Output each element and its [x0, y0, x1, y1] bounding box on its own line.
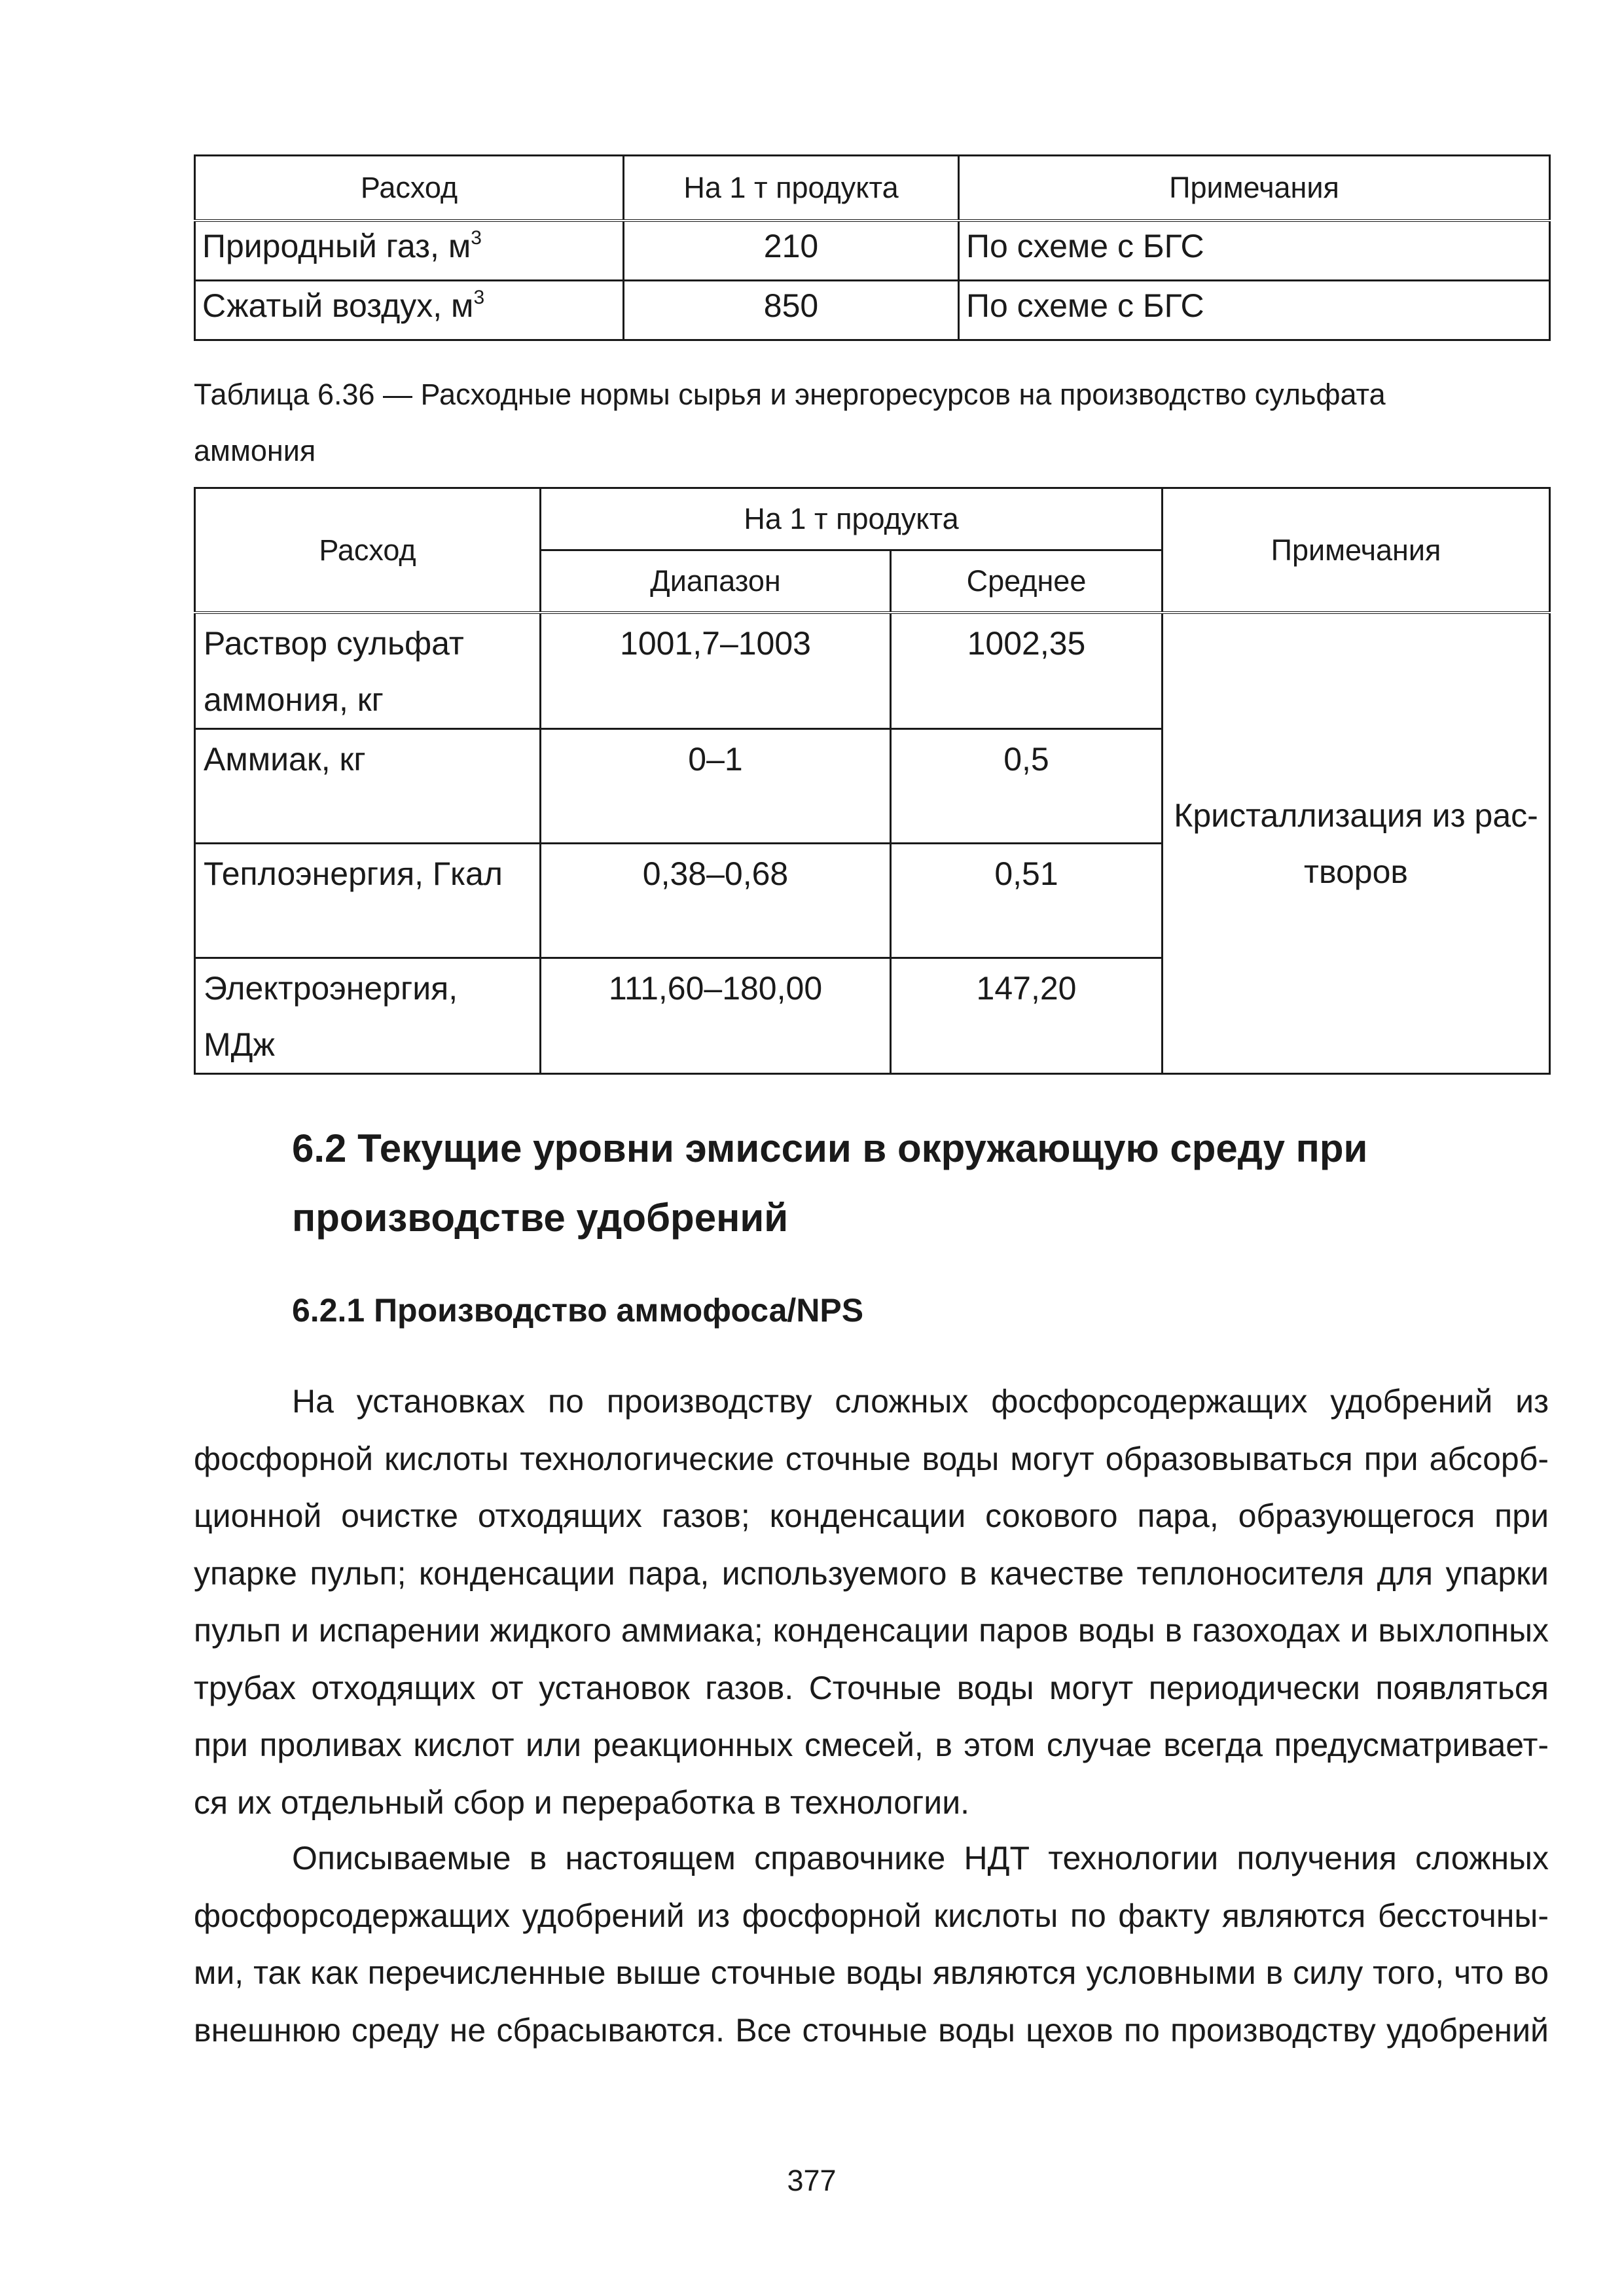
row-average: 0,51 [994, 855, 1058, 892]
row-item: Природный газ, м [202, 228, 471, 264]
notes-cell: Кристаллизация из рас- творов [1163, 613, 1550, 1074]
ammonium-sulfate-consumption-table [194, 487, 1551, 1075]
body-paragraph: На установках по производству сложных фосфорсодержащих удобрений из фосфорной кислоты технологические сточные воды могут образовываться при абсорб- ционной очистке отходящих газов; конденсации сокового пара, образующегося при упарке пульп; конденсации пара, используемого в качестве теплоносителя для упарки пульп и испарении жидкого аммиака; конденсации паров воды в газоходах и выхлопных трубах отходящих от установок газов. Сточные воды могут периодически появляться при проливах кислот или реакционных смесей, в этом случае всегда предусматривает- ся их отдельный сбор и переработка в технологии. [194, 1383, 1549, 1821]
table-row [195, 613, 1550, 729]
row-note: По схеме с БГС [966, 287, 1204, 324]
table-header-row [195, 156, 1550, 221]
unit-superscript: 3 [471, 227, 482, 249]
header-cell-average: Среднее [891, 550, 1163, 613]
header-cell-per-ton: На 1 т продукта [624, 156, 959, 221]
row-value: 210 [763, 228, 819, 264]
header-cell-expense: Расход [195, 156, 624, 221]
row-range: 0–1 [688, 741, 743, 778]
table-header-row [195, 488, 1550, 550]
row-average: 0,5 [1003, 741, 1049, 778]
header-cell-expense: Расход [195, 488, 541, 613]
row-item: Сжатый воздух, м [202, 287, 474, 324]
row-note: По схеме с БГС [966, 228, 1204, 264]
table-row [195, 221, 1550, 281]
row-value: 850 [763, 287, 819, 324]
header-cell-notes: Примечания [1163, 488, 1550, 613]
row-item: Аммиак, кг [204, 741, 366, 778]
row-item: Теплоэнергия, Гкал [204, 855, 503, 892]
body-paragraph: Описываемые в настоящем справочнике НДТ технологии получения сложных фосфорсодержащих удобрений из фосфорной кислоты по факту являются бессточны- ми, так как перечисленные выше сточные воды являются условными в силу того, что во внешнюю среду не сбрасываются. Все сточные воды цехов по производству удобрений [194, 1840, 1549, 2049]
row-average: 1002,35 [967, 625, 1086, 662]
header-cell-notes: Примечания [959, 156, 1550, 221]
header-cell-range: Диапазон [541, 550, 891, 613]
row-item: Электроэнергия, МДж [204, 970, 458, 1063]
unit-superscript: 3 [473, 287, 485, 308]
section-heading: 6.2 Текущие уровни эмиссии в окружающую среду при производстве удобрений [292, 1126, 1368, 1240]
page-number: 377 [787, 2164, 837, 2197]
row-item: Раствор сульфат аммония, кг [204, 625, 464, 718]
row-average: 147,20 [976, 970, 1077, 1007]
subsection-heading: 6.2.1 Производство аммофоса/NPS [292, 1292, 864, 1329]
row-range: 1001,7–1003 [620, 625, 811, 662]
row-range: 111,60–180,00 [608, 970, 823, 1007]
consumption-table-continued [194, 154, 1551, 341]
row-range: 0,38–0,68 [642, 855, 789, 892]
table-caption: Таблица 6.36 — Расходные нормы сырья и энергоресурсов на производство сульфата аммония [194, 378, 1386, 467]
table-row [195, 281, 1550, 340]
header-cell-per-ton: На 1 т продукта [541, 488, 1163, 550]
